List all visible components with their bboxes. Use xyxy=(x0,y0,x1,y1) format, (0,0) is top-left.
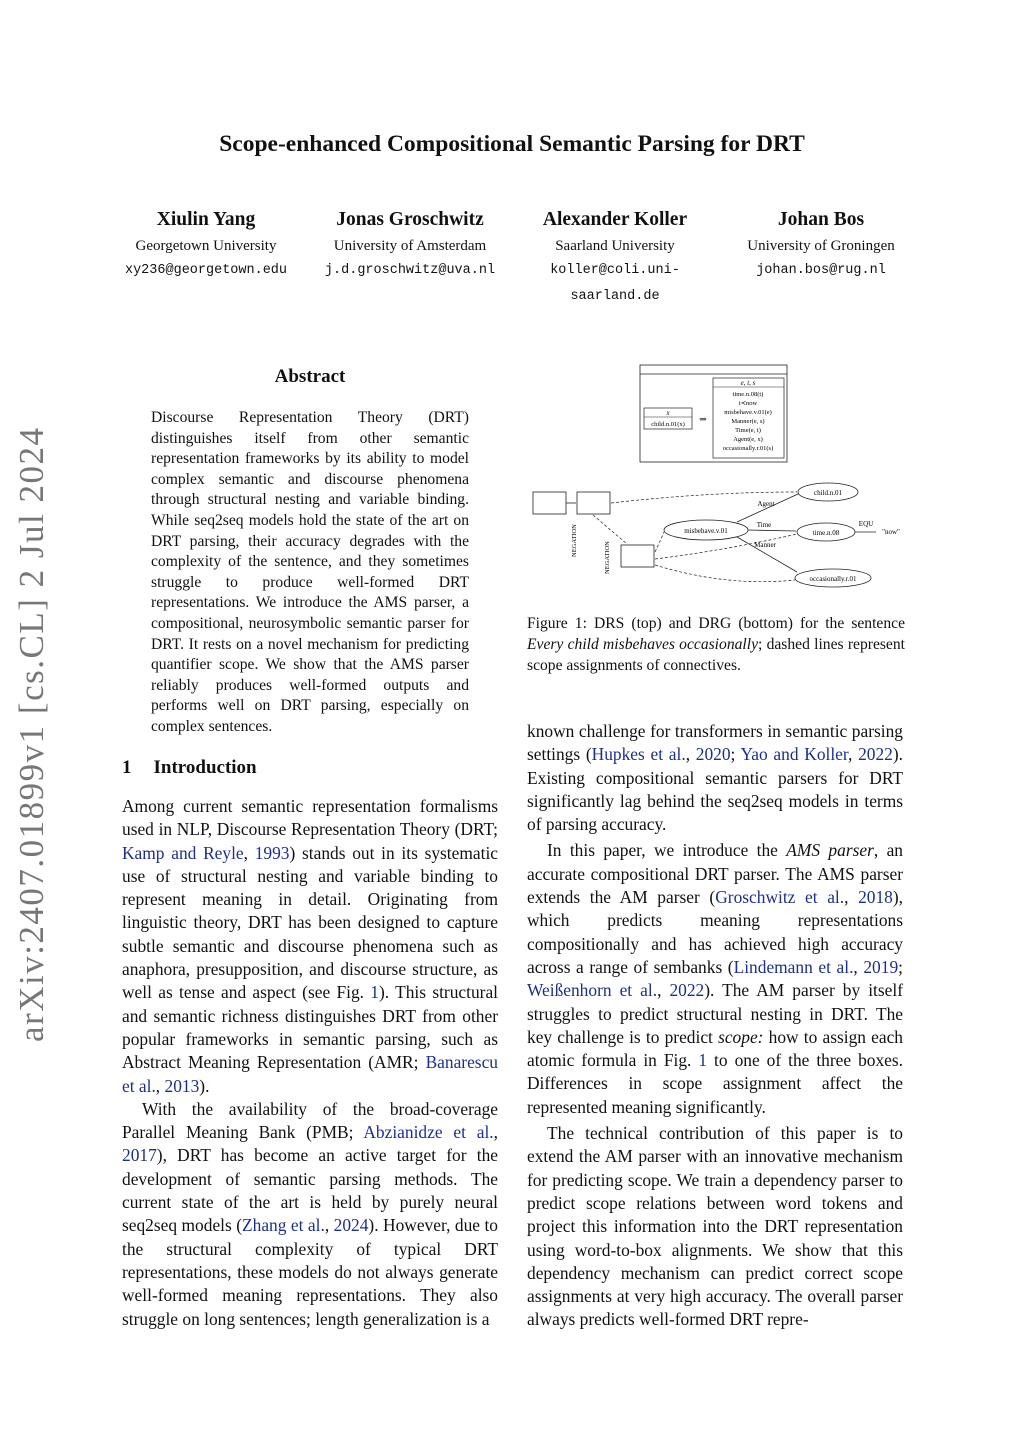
drs-condition: Agent(e, x) xyxy=(733,436,763,443)
negation-label: NEGATION xyxy=(571,524,578,557)
citation-link[interactable]: 2019 xyxy=(863,956,899,977)
edge-label: Agent xyxy=(757,500,775,508)
drs-condition: misbehave.v.01(e) xyxy=(724,409,772,416)
emphasis: scope: xyxy=(718,1026,764,1047)
citation-link[interactable]: Kamp and Reyle xyxy=(122,842,244,863)
edge-label: EQU xyxy=(858,520,874,528)
author-affiliation: Georgetown University xyxy=(135,238,277,254)
figure-1-diagram xyxy=(527,362,907,602)
abstract-heading: Abstract xyxy=(274,366,346,387)
drg-node-label: misbehave.v.01 xyxy=(684,527,728,535)
author-email[interactable]: xy236@georgetown.edu xyxy=(124,263,288,278)
drs-left-var: x xyxy=(666,409,670,417)
paragraph: In this paper, we introduce the AMS parser, an accurate compositional DRT parser. The AMS parser extends the AM parser (Groschwitz et al., 2018), which predicts meaning representations compositionally and has achieved high accuracy across a range of sembanks (Lindemann et al., 2019; Weißenhorn et al., 2022). The AM parser by itself struggles to predict structural nesting in DRT. The key challenge is to predict scope: how to assign each atomic formula in Fig. 1 to one of the three boxes. Differences in scope assignment affect the represented meaning significantly. xyxy=(527,840,903,1117)
arxiv-identifier: arXiv:2407.01899v1 [cs.CL] 2 Jul 2024 xyxy=(12,426,51,1042)
citation-link[interactable]: Groschwitz et al. xyxy=(715,887,845,908)
figure-ref-link[interactable]: 1 xyxy=(698,1050,708,1071)
drg-const-label: "now" xyxy=(882,528,900,536)
figure-ref-link[interactable]: 1 xyxy=(370,982,379,1003)
drg-box-3 xyxy=(621,545,654,567)
drg-node-label: child.n.01 xyxy=(814,489,842,497)
drg-node-label: occasionally.r.01 xyxy=(809,575,857,583)
edge-label: Manner xyxy=(754,541,776,549)
author-block xyxy=(305,206,515,284)
paper-title: Scope-enhanced Compositional Semantic Parsing for DRT xyxy=(219,131,805,157)
citation-link[interactable]: Zhang et al. xyxy=(242,1215,325,1236)
author-block xyxy=(716,206,926,284)
citation-link[interactable]: 2020 xyxy=(695,744,731,765)
caption-sentence: Every child misbehaves occasionally xyxy=(527,636,758,653)
emphasis: AMS parser xyxy=(786,840,874,861)
citation-link[interactable]: Weißenhorn et al. xyxy=(527,980,658,1001)
citation-link[interactable]: Lindemann et al. xyxy=(733,956,854,977)
negation-label: NEGATION xyxy=(604,541,611,574)
author-email[interactable]: j.d.groschwitz@uva.nl xyxy=(324,263,496,278)
drs-left-cond: child.n.01(x) xyxy=(651,421,685,428)
section-heading xyxy=(122,757,257,779)
drs-implication-arrow: ⇒ xyxy=(699,414,707,424)
author-affiliation: University of Amsterdam xyxy=(333,238,487,254)
author-name: Jonas Groschwitz xyxy=(336,209,484,230)
edge-label: Time xyxy=(756,521,772,529)
section-number: 1 xyxy=(122,757,132,778)
citation-link[interactable]: 2022 xyxy=(669,980,705,1001)
citation-link[interactable]: 2024 xyxy=(333,1215,369,1236)
citation-link[interactable]: Hupkes et al. xyxy=(591,744,686,765)
author-affiliation: Saarland University xyxy=(555,238,675,254)
right-column-text xyxy=(527,720,903,1332)
paragraph: The technical contribution of this paper is to extend the AM parser with an innovative mechanism for predicting scope. We train a dependency parser to predict scope relations between word tokens and project this information into the DRT representation using word-to-box alignments. We show that this dependency mechanism can predict correct scope assignments at very high accuracy. The overall parser always predicts well-formed DRT repre- xyxy=(527,1123,903,1330)
drs-right-vars: e, t, s xyxy=(740,379,756,387)
citation-link[interactable]: Yao and Koller xyxy=(740,744,848,765)
abstract-text: Discourse Representation Theory (DRT) distinguishes itself from other semantic representation frameworks by its ability to model complex semantic and discourse phenomena through structural nesting and variable binding. While seq2seq models hold the state of the art on DRT parsing, their accuracy degrades with the complexity of the sentence, and they sometimes struggle to produce well-formed DRT representations. We introduce the AMS parser, a compositional, neurosymbolic semantic parser for DRT. It rests on a novel mechanism for predicting quantifier scope. We show that the AMS parser reliably produces well-formed outputs and performs well on DRT parsing, especially on complex sentences. xyxy=(151,409,469,735)
author-email[interactable]: johan.bos@rug.nl xyxy=(756,263,886,278)
drg-node-label: time.n.08 xyxy=(812,529,840,537)
citation-link[interactable]: 2018 xyxy=(858,887,893,908)
citation-link[interactable]: 1993 xyxy=(254,842,290,863)
left-column-text xyxy=(122,795,498,1331)
author-block xyxy=(101,206,311,284)
author-affiliation: University of Groningen xyxy=(747,238,895,254)
drs-condition: Time(e, t) xyxy=(735,427,761,434)
drs-condition: occasionally.r.01(s) xyxy=(722,445,774,452)
drs-condition: Manner(e, s) xyxy=(731,418,765,425)
citation-link[interactable]: Abzianidze et al. xyxy=(363,1122,494,1143)
author-block xyxy=(510,206,720,310)
drs-condition: t≺now xyxy=(738,400,758,407)
paragraph: Among current semantic representation formalisms used in NLP, Discourse Representation Theory (DRT; Kamp and Reyle, 1993) stands out in its systematic use of structural nesting and variable binding to represent meaning in detail. Originating from linguistic theory, DRT has been designed to capture subtle semantic and discourse phenomena such as anaphora, presupposition, and discourse structure, as well as tense and aspect (see Fig. 1). This structural and semantic richness distinguishes DRT from other popular frameworks in semantic parsing, such as Abstract Meaning Representation (AMR; Banarescu et al., 2013). xyxy=(122,796,498,1096)
figure-caption: Figure 1: DRS (top) and DRG (bottom) for the sentence Every child misbehaves occasionally; dashed lines represent scope assignments of connectives. xyxy=(527,615,905,674)
drs-condition: time.n.08(t) xyxy=(732,391,764,398)
author-name: Alexander Koller xyxy=(542,209,688,230)
drg-box-1 xyxy=(533,492,566,514)
author-email[interactable]: koller@coli.uni-saarland.de xyxy=(550,263,680,304)
section-title: Introduction xyxy=(153,757,257,778)
citation-link[interactable]: 2017 xyxy=(122,1145,157,1166)
citation-link[interactable]: 2022 xyxy=(858,744,893,765)
paragraph: known challenge for transformers in semantic parsing settings (Hupkes et al., 2020; Yao and Koller, 2022). Existing compositional semantic parsers for DRT significantly lag behind the seq2seq models in terms of parsing accuracy. xyxy=(527,721,903,835)
citation-link[interactable]: Banarescu et al. xyxy=(122,1052,498,1096)
author-name: Xiulin Yang xyxy=(156,209,256,230)
drg-box-2 xyxy=(577,492,610,514)
citation-link[interactable]: 2013 xyxy=(164,1075,200,1096)
author-name: Johan Bos xyxy=(777,209,865,230)
paragraph: With the availability of the broad-coverage Parallel Meaning Bank (PMB; Abzianidze et al., 2017), DRT has become an active target for the development of semantic parsing methods. The current state of the art is held by purely neural seq2seq models (Zhang et al., 2024). However, due to the structural complexity of typical DRT representations, these models do not always generate well-formed meaning representations. They also struggle on long sentences; length generalization is a xyxy=(122,1098,499,1329)
